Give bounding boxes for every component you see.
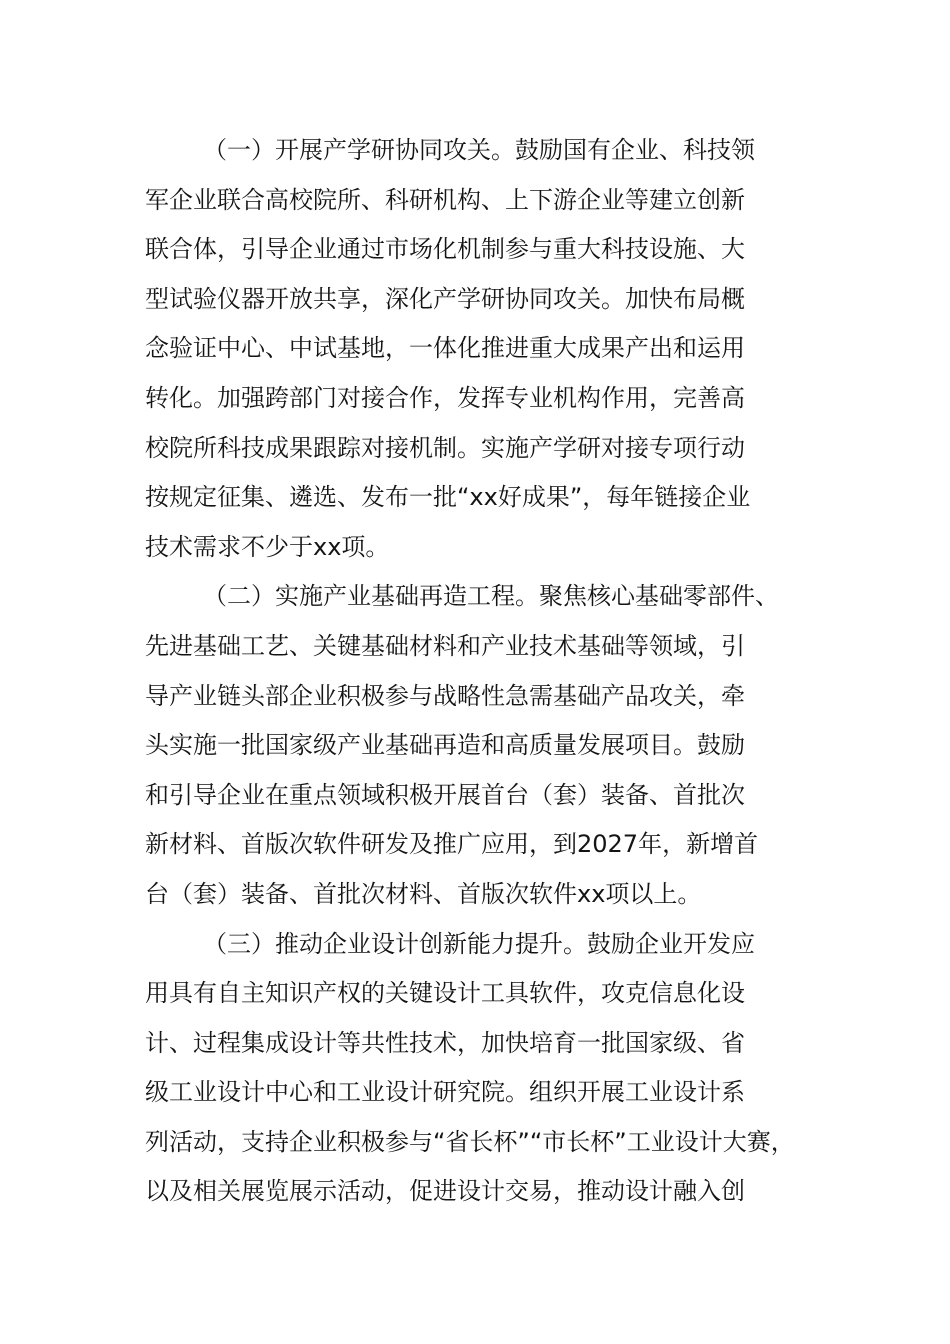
- paragraph-line: （二）实施产业基础再造工程。聚焦核心基础零部件、: [203, 582, 779, 611]
- paragraph-line: 校院所科技成果跟踪对接机制。实施产学研对接专项行动: [145, 433, 745, 462]
- paragraph-line: 型试验仪器开放共享，深化产学研协同攻关。加快布局概: [145, 284, 745, 313]
- paragraph-line: 头实施一批国家级产业基础再造和高质量发展项目。鼓励: [145, 731, 745, 760]
- paragraph-1: [145, 126, 835, 572]
- paragraph-line: 用具有自主知识产权的关键设计工具软件，攻克信息化设: [145, 979, 745, 1008]
- paragraph-line: （一）开展产学研协同攻关。鼓励国有企业、科技领: [203, 136, 755, 164]
- paragraph-line: 联合体，引导企业通过市场化机制参与重大科技设施、大: [145, 235, 745, 264]
- paragraph-2: [145, 572, 835, 919]
- paragraph-line: 以及相关展览展示活动，促进设计交易，推动设计融入创: [145, 1177, 745, 1206]
- paragraph-line: 新材料、首版次软件研发及推广应用，到2027年，新增首: [145, 830, 759, 859]
- paragraph-line: 转化。加强跨部门对接合作，发挥专业机构作用，完善高: [145, 383, 745, 412]
- paragraph-line: 导产业链头部企业积极参与战略性急需基础产品攻关，牵: [145, 681, 745, 710]
- paragraph-3: [145, 920, 835, 1218]
- paragraph-line: （三）推动企业设计创新能力提升。鼓励企业开发应: [203, 929, 755, 958]
- paragraph-line: 按规定征集、遴选、发布一批“xx好成果”，每年链接企业: [145, 483, 751, 512]
- paragraph-line: 级工业设计中心和工业设计研究院。组织开展工业设计系: [145, 1078, 745, 1107]
- document-body: [145, 126, 835, 1217]
- paragraph-line: 列活动，支持企业积极参与“省长杯”“市长杯”工业设计大赛，: [145, 1127, 795, 1156]
- paragraph-line: 台（套）装备、首批次材料、首版次软件xx项以上。: [145, 879, 702, 908]
- paragraph-line: 技术需求不少于xx项。: [145, 532, 390, 561]
- paragraph-line: 军企业联合高校院所、科研机构、上下游企业等建立创新: [145, 185, 745, 214]
- paragraph-line: 先进基础工艺、关键基础材料和产业技术基础等领域，引: [145, 631, 745, 660]
- paragraph-line: 和引导企业在重点领域积极开展首台（套）装备、首批次: [145, 780, 745, 809]
- paragraph-line: 计、过程集成设计等共性技术，加快培育一批国家级、省: [145, 1028, 745, 1057]
- paragraph-line: 念验证中心、中试基地，一体化推进重大成果产出和运用: [145, 334, 745, 363]
